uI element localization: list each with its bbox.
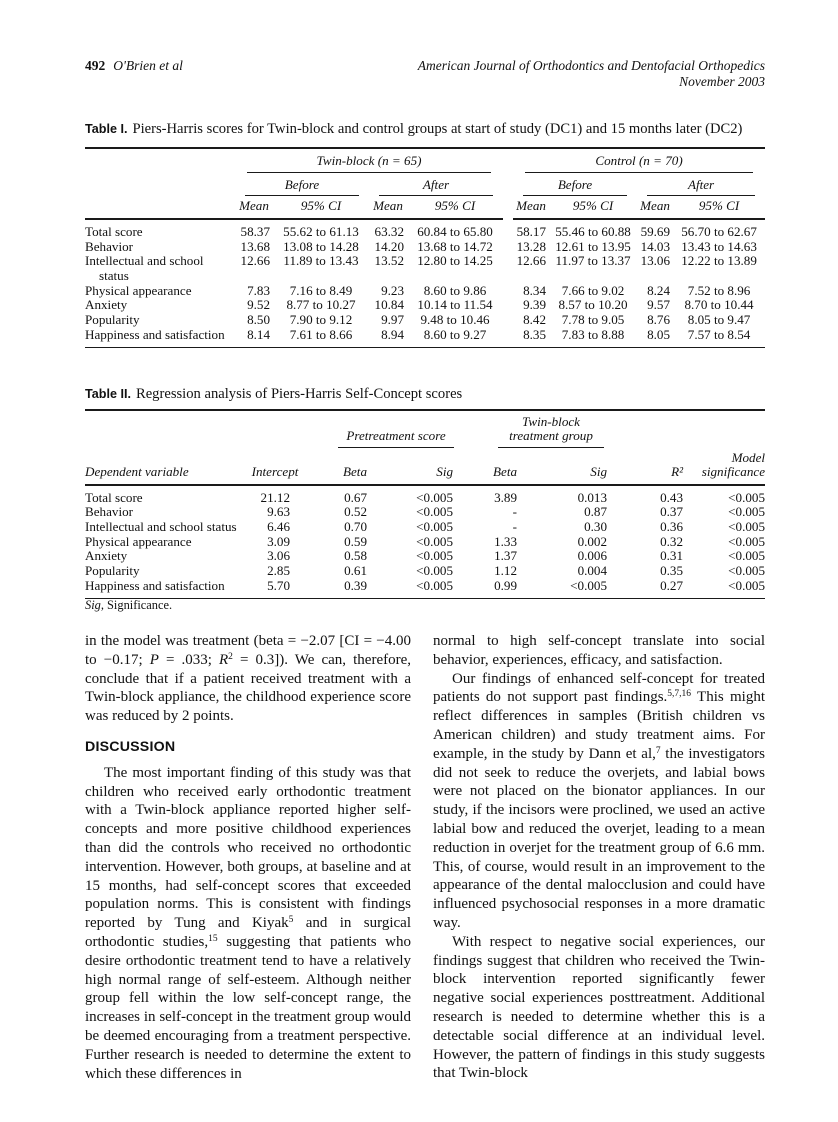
table-cell: 0.31 [660, 548, 684, 564]
table-cell: 10.14 to 11.54 [417, 297, 493, 313]
table-row [85, 298, 765, 313]
table-cell: 0.87 [584, 504, 608, 520]
table-cell: 0.002 [577, 533, 608, 549]
subgroup-header-row [85, 173, 765, 197]
row-label: Anxiety [85, 297, 128, 313]
col-header-sig: Sig [525, 448, 610, 485]
table-cell: 8.77 to 10.27 [286, 297, 356, 313]
table-cell: <0.005 [728, 533, 766, 549]
table-cell: 8.70 to 10.44 [684, 297, 754, 313]
table-cell: 56.70 to 62.67 [681, 223, 757, 239]
subheader-before: Before [235, 173, 369, 197]
col-header-sig: Sig [375, 448, 460, 485]
column-spacer [503, 148, 513, 173]
table-cell: 12.80 to 14.25 [417, 253, 493, 269]
table-cell: 0.43 [660, 489, 684, 505]
table-cell: <0.005 [416, 533, 454, 549]
table-cell: 7.52 to 8.96 [687, 282, 751, 298]
table-cell: 12.66 [240, 253, 270, 269]
row-label: Physical appearance [85, 282, 192, 298]
group-header-control: Control (n = 70) [513, 148, 765, 173]
piers-harris-scores-table [85, 147, 765, 348]
table-cell: 3.09 [267, 533, 290, 549]
table-cell: 8.05 [647, 326, 671, 342]
table-cell: 59.69 [640, 223, 671, 239]
col-header-ci: 95% CI [673, 196, 765, 219]
table-row [85, 328, 765, 348]
table-cell: 9.57 [647, 297, 671, 313]
table-cell: 0.58 [344, 548, 367, 564]
paragraph: Our findings of enhanced self-concept for treated patients do not support past findings.$^{5,7,16}$ This might reflect differences in samples (British children vs American children) and study treatment aims. For example, in the study by Dann et al,$^7$ the investigators did not seek to reduce the overjets, and labial bows were not placed on the bionator appliances. In our study, if the incisors were proclined, we used an active labial bow and reduced the overjet, leading to a mean reduction in overjet for the treatment group of 6.6 mm. This, of course, would result in an improvement to the appearance of the dental malocclusion and could have influenced psychosocial responses in a more dramatic way. [433, 670, 765, 931]
table2-label: Table II. [85, 387, 131, 401]
table-cell: 1.37 [494, 548, 518, 564]
table-cell: 13.08 to 14.28 [283, 238, 359, 254]
column-spacer [503, 313, 513, 328]
blank-cell [85, 173, 235, 197]
subheader-before: Before [513, 173, 637, 197]
discussion-heading: DISCUSSION [85, 738, 176, 755]
table-cell: 13.06 [640, 253, 671, 269]
column-spacer [503, 196, 513, 219]
col-header-beta: Beta [300, 448, 375, 485]
table-cell: 0.32 [660, 533, 684, 549]
table-cell: - [512, 504, 518, 520]
table-row [85, 549, 765, 564]
col-header-beta: Beta [460, 448, 525, 485]
table-cell: <0.005 [728, 562, 766, 578]
body-left-column [85, 632, 411, 1083]
table-cell: 58.17 [516, 223, 547, 239]
table-cell: 9.48 to 10.46 [420, 311, 490, 327]
table-cell: <0.005 [416, 577, 454, 593]
table-cell: 58.37 [240, 223, 270, 239]
paragraph: in the model was treatment (beta = −2.07 [CI = −4.00 to −0.17; P = .033; $R^2 = 0.3$]). We can, therefore, conclude that if a patient received treatment with a Twin-block appliance, the childhood experience score was reduced by 2 points. [85, 633, 412, 725]
table-cell: 13.28 [516, 238, 547, 254]
table-cell: 13.68 to 14.72 [417, 238, 493, 254]
group-header-twinblock: Twin-block (n = 65) [235, 148, 503, 173]
table1-caption-text: Piers-Harris scores for Twin-block and control groups at start of study (DC1) and 15 months later (DC2) [132, 121, 743, 137]
table-row [85, 579, 765, 599]
table-cell: 8.35 [523, 326, 547, 342]
table-row [85, 254, 765, 283]
body-right-column [433, 632, 765, 1083]
table-cell: 1.12 [494, 562, 518, 578]
table-cell: 9.63 [267, 504, 290, 520]
group-header-row [85, 148, 765, 173]
row-label: Happiness and satisfaction [85, 577, 225, 593]
subheader-after: After [637, 173, 765, 197]
table-cell: 7.83 to 8.88 [561, 326, 625, 342]
table-cell: <0.005 [416, 504, 454, 520]
running-head [85, 58, 765, 90]
table-cell: 0.37 [660, 504, 684, 520]
column-spacer [503, 298, 513, 313]
group-header-row [85, 410, 765, 448]
row-label: Anxiety [85, 548, 128, 564]
table-cell: 60.84 to 65.80 [417, 223, 493, 239]
column-spacer [503, 328, 513, 348]
table-row [85, 240, 765, 255]
table-cell: 8.76 [647, 311, 671, 327]
table-cell: 0.67 [344, 489, 367, 505]
col-header-intercept: Intercept [250, 448, 300, 485]
col-header-mean: Mean [235, 196, 273, 219]
table-cell: 0.61 [344, 562, 367, 578]
col-header-mean: Mean [369, 196, 407, 219]
table-cell: 8.24 [647, 282, 671, 298]
table-cell: 3.06 [267, 548, 290, 564]
table-cell: 8.94 [381, 326, 404, 342]
row-label: Popularity [85, 562, 140, 578]
table-cell: 55.46 to 60.88 [555, 223, 631, 239]
table2-caption [85, 386, 775, 403]
column-spacer [503, 284, 513, 299]
table-row [85, 564, 765, 579]
paragraph: The most important finding of this study was that children who received early orthodontic treatment with a Twin-block appliance reported higher self-concepts and more positive childhood experiences than did the controls who received no orthodontic intervention. However, both groups, at baseline and at 15 months, had self-concept scores that exceeded population norms. This is consistent with findings reported by Tung and Kiyak$^5$ and in surgical orthodontic studies,$^{15}$ suggesting that patients who desire orthodontic treatment tend to have a relatively high normal range of self-esteem. Although neither group fell within the low self-concept range, the increases in self-concept in the treatment group would be deemed encouraging from a treatment perspective. Further research is needed to determine the extent to which these differences in [85, 764, 412, 1082]
table2-caption-text: Regression analysis of Piers-Harris Self-Concept scores [135, 386, 463, 402]
table-cell: 10.84 [374, 297, 404, 313]
col-header-ci: 95% CI [407, 196, 503, 219]
table-cell: 13.43 to 14.63 [681, 238, 757, 254]
col-header-ci: 95% CI [273, 196, 369, 219]
table-cell: - [512, 518, 518, 534]
table-row [85, 520, 765, 535]
table-cell: 0.36 [660, 518, 684, 534]
column-spacer [503, 173, 513, 197]
col-header-mean: Mean [513, 196, 549, 219]
table-cell: 12.61 to 13.95 [555, 238, 631, 254]
table1-caption [85, 121, 775, 138]
row-label: Behavior [85, 238, 133, 254]
blank-cell [85, 148, 235, 173]
table-cell: 9.97 [381, 311, 404, 327]
table-cell: <0.005 [570, 577, 608, 593]
table-cell: 0.70 [344, 518, 367, 534]
table-cell: 7.66 to 9.02 [561, 282, 625, 298]
table-cell: 8.50 [247, 311, 270, 327]
row-label: Total score [85, 489, 143, 505]
column-header-row [85, 196, 765, 219]
issue-date: November 2003 [679, 74, 765, 89]
table-cell: 14.20 [374, 238, 404, 254]
paragraph: normal to high self-concept translate into social behavior, experiences, efficacy, and satisfaction. [433, 633, 765, 668]
table-cell: <0.005 [728, 518, 766, 534]
authors-reference: O'Brien et al [113, 58, 183, 73]
table-cell: 5.70 [267, 577, 290, 593]
column-header-row [85, 448, 765, 485]
row-label: Total score [85, 223, 143, 239]
table-cell: 0.013 [577, 489, 608, 505]
row-label: Intellectual and school status [85, 253, 204, 283]
table-cell: 9.52 [247, 297, 270, 313]
column-spacer [503, 240, 513, 255]
row-label: Behavior [85, 504, 133, 520]
table-cell: 55.62 to 61.13 [283, 223, 359, 239]
subheader-after: After [369, 173, 503, 197]
row-label: Happiness and satisfaction [85, 326, 225, 342]
table-cell: 3.89 [494, 489, 518, 505]
table-cell: 0.27 [660, 577, 684, 593]
group-header-twinblock-group: Twin-block treatment group [460, 410, 610, 448]
blank-cell [85, 196, 235, 219]
table-cell: <0.005 [728, 548, 766, 564]
table-cell: 9.23 [381, 282, 404, 298]
row-label: Physical appearance [85, 533, 192, 549]
column-spacer [503, 219, 513, 240]
table-cell: 12.22 to 13.89 [681, 253, 757, 269]
table-cell: 0.006 [577, 548, 608, 564]
table-cell: 11.97 to 13.37 [555, 253, 631, 269]
blank-cell [685, 410, 765, 448]
table-cell: 7.16 to 8.49 [289, 282, 353, 298]
table-cell: 12.66 [516, 253, 547, 269]
table-row [85, 284, 765, 299]
row-label: Intellectual and school status [85, 518, 237, 534]
table-cell: 0.004 [577, 562, 608, 578]
table-cell: 21.12 [260, 489, 290, 505]
blank-cell [85, 410, 250, 448]
table-cell: <0.005 [728, 489, 766, 505]
col-header-model-significance: Model significance [685, 448, 765, 485]
col-header-mean: Mean [637, 196, 673, 219]
table-row [85, 535, 765, 550]
col-header-ci: 95% CI [549, 196, 637, 219]
table-cell: 63.32 [374, 223, 404, 239]
blank-cell [250, 410, 300, 448]
table-row [85, 313, 765, 328]
row-label: Popularity [85, 311, 140, 327]
table-cell: <0.005 [416, 518, 454, 534]
group-header-pretreatment: Pretreatment score [300, 410, 460, 448]
body-text [85, 632, 765, 1083]
table-cell: 8.05 to 9.47 [687, 311, 751, 327]
table-cell: 7.83 [247, 282, 270, 298]
table-cell: 7.61 to 8.66 [289, 326, 353, 342]
page-number: 492 [85, 58, 106, 73]
table-row [85, 219, 765, 240]
table-cell: <0.005 [416, 562, 454, 578]
paragraph: With respect to negative social experiences, our findings suggest that children who received the Twin-block intervention reported significantly fewer negative social experiences posttreatment. Additional research is needed to determine whether this is a detectable social difference at an individual level. However, the pattern of findings in this study suggests that Twin-block [433, 933, 765, 1082]
table-cell: 0.59 [344, 533, 367, 549]
table-cell: 1.33 [494, 533, 518, 549]
table-row [85, 505, 765, 520]
table-cell: 14.03 [640, 238, 671, 254]
table2-footnote: Sig, Significance. [85, 598, 173, 612]
regression-analysis-table [85, 409, 765, 599]
table-cell: 8.42 [523, 311, 547, 327]
table-cell: 0.30 [584, 518, 608, 534]
table-cell: 7.57 to 8.54 [687, 326, 751, 342]
table-row [85, 485, 765, 506]
table-cell: 6.46 [267, 518, 290, 534]
table-cell: 0.39 [344, 577, 367, 593]
table-cell: 11.89 to 13.43 [283, 253, 359, 269]
table-cell: <0.005 [416, 548, 454, 564]
table-cell: <0.005 [728, 504, 766, 520]
table-cell: 0.35 [660, 562, 684, 578]
table-cell: 0.99 [494, 577, 518, 593]
running-head-right [418, 58, 765, 90]
table-cell: 8.34 [523, 282, 547, 298]
journal-name: American Journal of Orthodontics and Dentofacial Orthopedics [417, 58, 765, 73]
table-cell: 2.85 [267, 562, 290, 578]
table-cell: 13.68 [240, 238, 270, 254]
col-header-r-squared: R² [610, 448, 685, 485]
running-head-left [85, 58, 183, 74]
table-cell: 7.90 to 9.12 [289, 311, 353, 327]
table-cell: 8.57 to 10.20 [558, 297, 628, 313]
table-cell: 8.14 [247, 326, 270, 342]
table1-label: Table I. [85, 122, 128, 136]
table-cell: 9.39 [523, 297, 547, 313]
table-cell: <0.005 [728, 577, 766, 593]
table-cell: 8.60 to 9.86 [423, 282, 487, 298]
table-cell: 7.78 to 9.05 [561, 311, 625, 327]
table-cell: 13.52 [374, 253, 404, 269]
table-cell: 8.60 to 9.27 [423, 326, 487, 342]
blank-cell [610, 410, 685, 448]
table-cell: 0.52 [344, 504, 367, 520]
column-spacer [503, 254, 513, 283]
col-header-dependent-variable: Dependent variable [85, 448, 250, 485]
table-cell: <0.005 [416, 489, 454, 505]
